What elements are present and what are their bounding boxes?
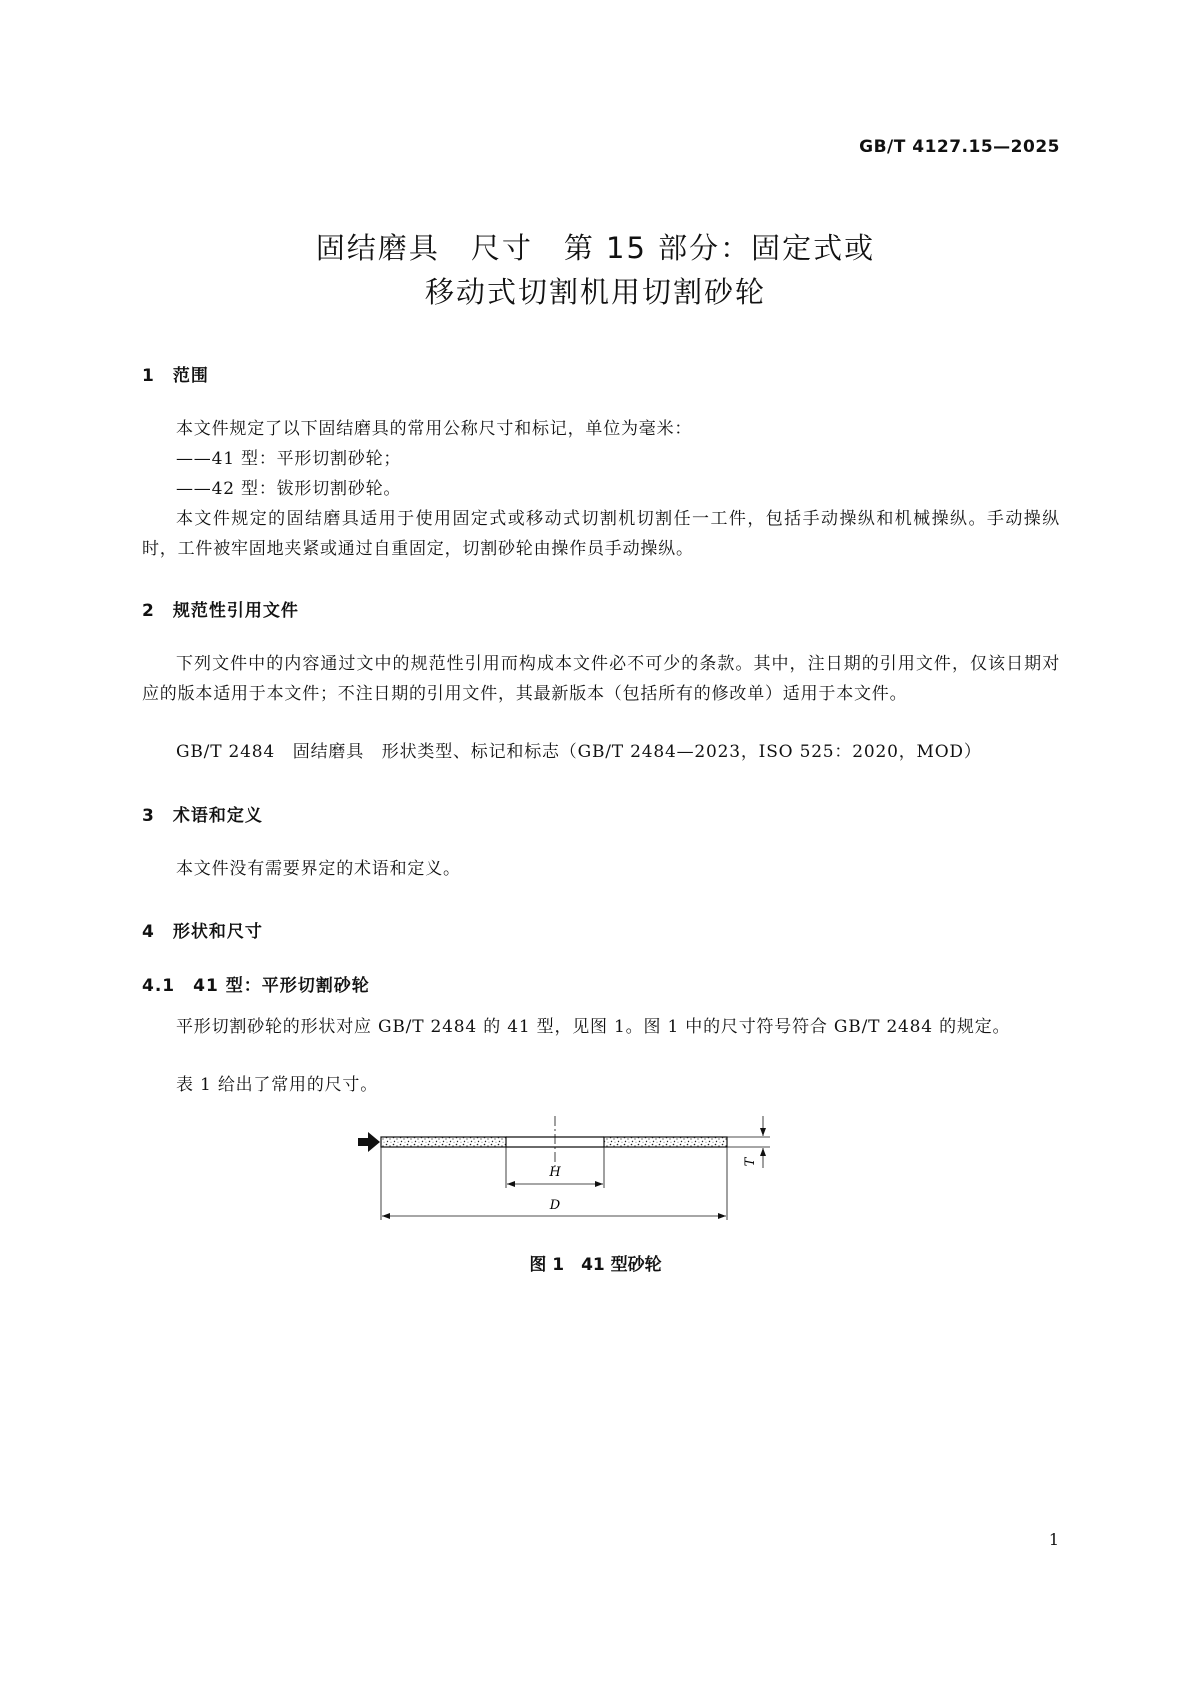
section-1-item-42: ——42 型：钹形切割砂轮。 [176, 479, 402, 499]
section-1-paragraph: 本文件规定的固结磨具适用于使用固定式或移动式切割机切割任一工件，包括手动操纵和机械操纵。手动操纵时，工件被牢固地夹紧或通过自重固定，切割砂轮由操作员手动操纵。 [142, 509, 1060, 559]
section-1-item-41: ——41 型：平形切割砂轮； [176, 449, 402, 469]
dimension-h-label: H [549, 1165, 561, 1180]
dimension-t-label: T [743, 1157, 758, 1167]
wheel-right-section [604, 1137, 727, 1147]
section-4-1-paragraph: 平形切割砂轮的形状对应 GB/T 2484 的 41 型，见图 1。图 1 中的尺寸符号符合 GB/T 2484 的规定。 [176, 1017, 1011, 1037]
section-1-heading: 1 范围 [142, 366, 209, 386]
document-title-line-1: 固结磨具 尺寸 第 15 部分：固定式或 [315, 231, 876, 265]
section-3-heading: 3 术语和定义 [142, 806, 263, 826]
wheel-left-section [381, 1137, 506, 1147]
direction-arrow-icon [358, 1132, 380, 1152]
section-4-1-table-note: 表 1 给出了常用的尺寸。 [176, 1075, 379, 1095]
section-2-paragraph: 下列文件中的内容通过文中的规范性引用而构成本文件必不可少的条款。其中，注日期的引用文件，仅该日期对应的版本适用于本文件；不注日期的引用文件，其最新版本（包括所有的修改单）适用于本文件。 [142, 654, 1060, 704]
section-4-1-heading: 4.1 41 型：平形切割砂轮 [142, 976, 370, 996]
section-2-heading: 2 规范性引用文件 [142, 601, 299, 621]
section-1-intro: 本文件规定了以下固结磨具的常用公称尺寸和标记，单位为毫米： [176, 419, 693, 439]
dimension-d-label: D [549, 1198, 561, 1213]
section-4-heading: 4 形状和尺寸 [142, 922, 263, 942]
section-3-paragraph: 本文件没有需要界定的术语和定义。 [176, 859, 461, 879]
page-number: 1 [1048, 1530, 1059, 1549]
standard-code: GB/T 4127.15—2025 [859, 137, 1060, 157]
figure-1-caption: 图 1 41 型砂轮 [529, 1255, 662, 1275]
normative-reference-gbt2484: GB/T 2484 固结磨具 形状类型、标记和标志（GB/T 2484—2023，ISO 525：2020，MOD） [176, 742, 982, 762]
document-title-line-2: 移动式切割机用切割砂轮 [424, 275, 766, 309]
figure-1-wheel-drawing [350, 1108, 790, 1228]
